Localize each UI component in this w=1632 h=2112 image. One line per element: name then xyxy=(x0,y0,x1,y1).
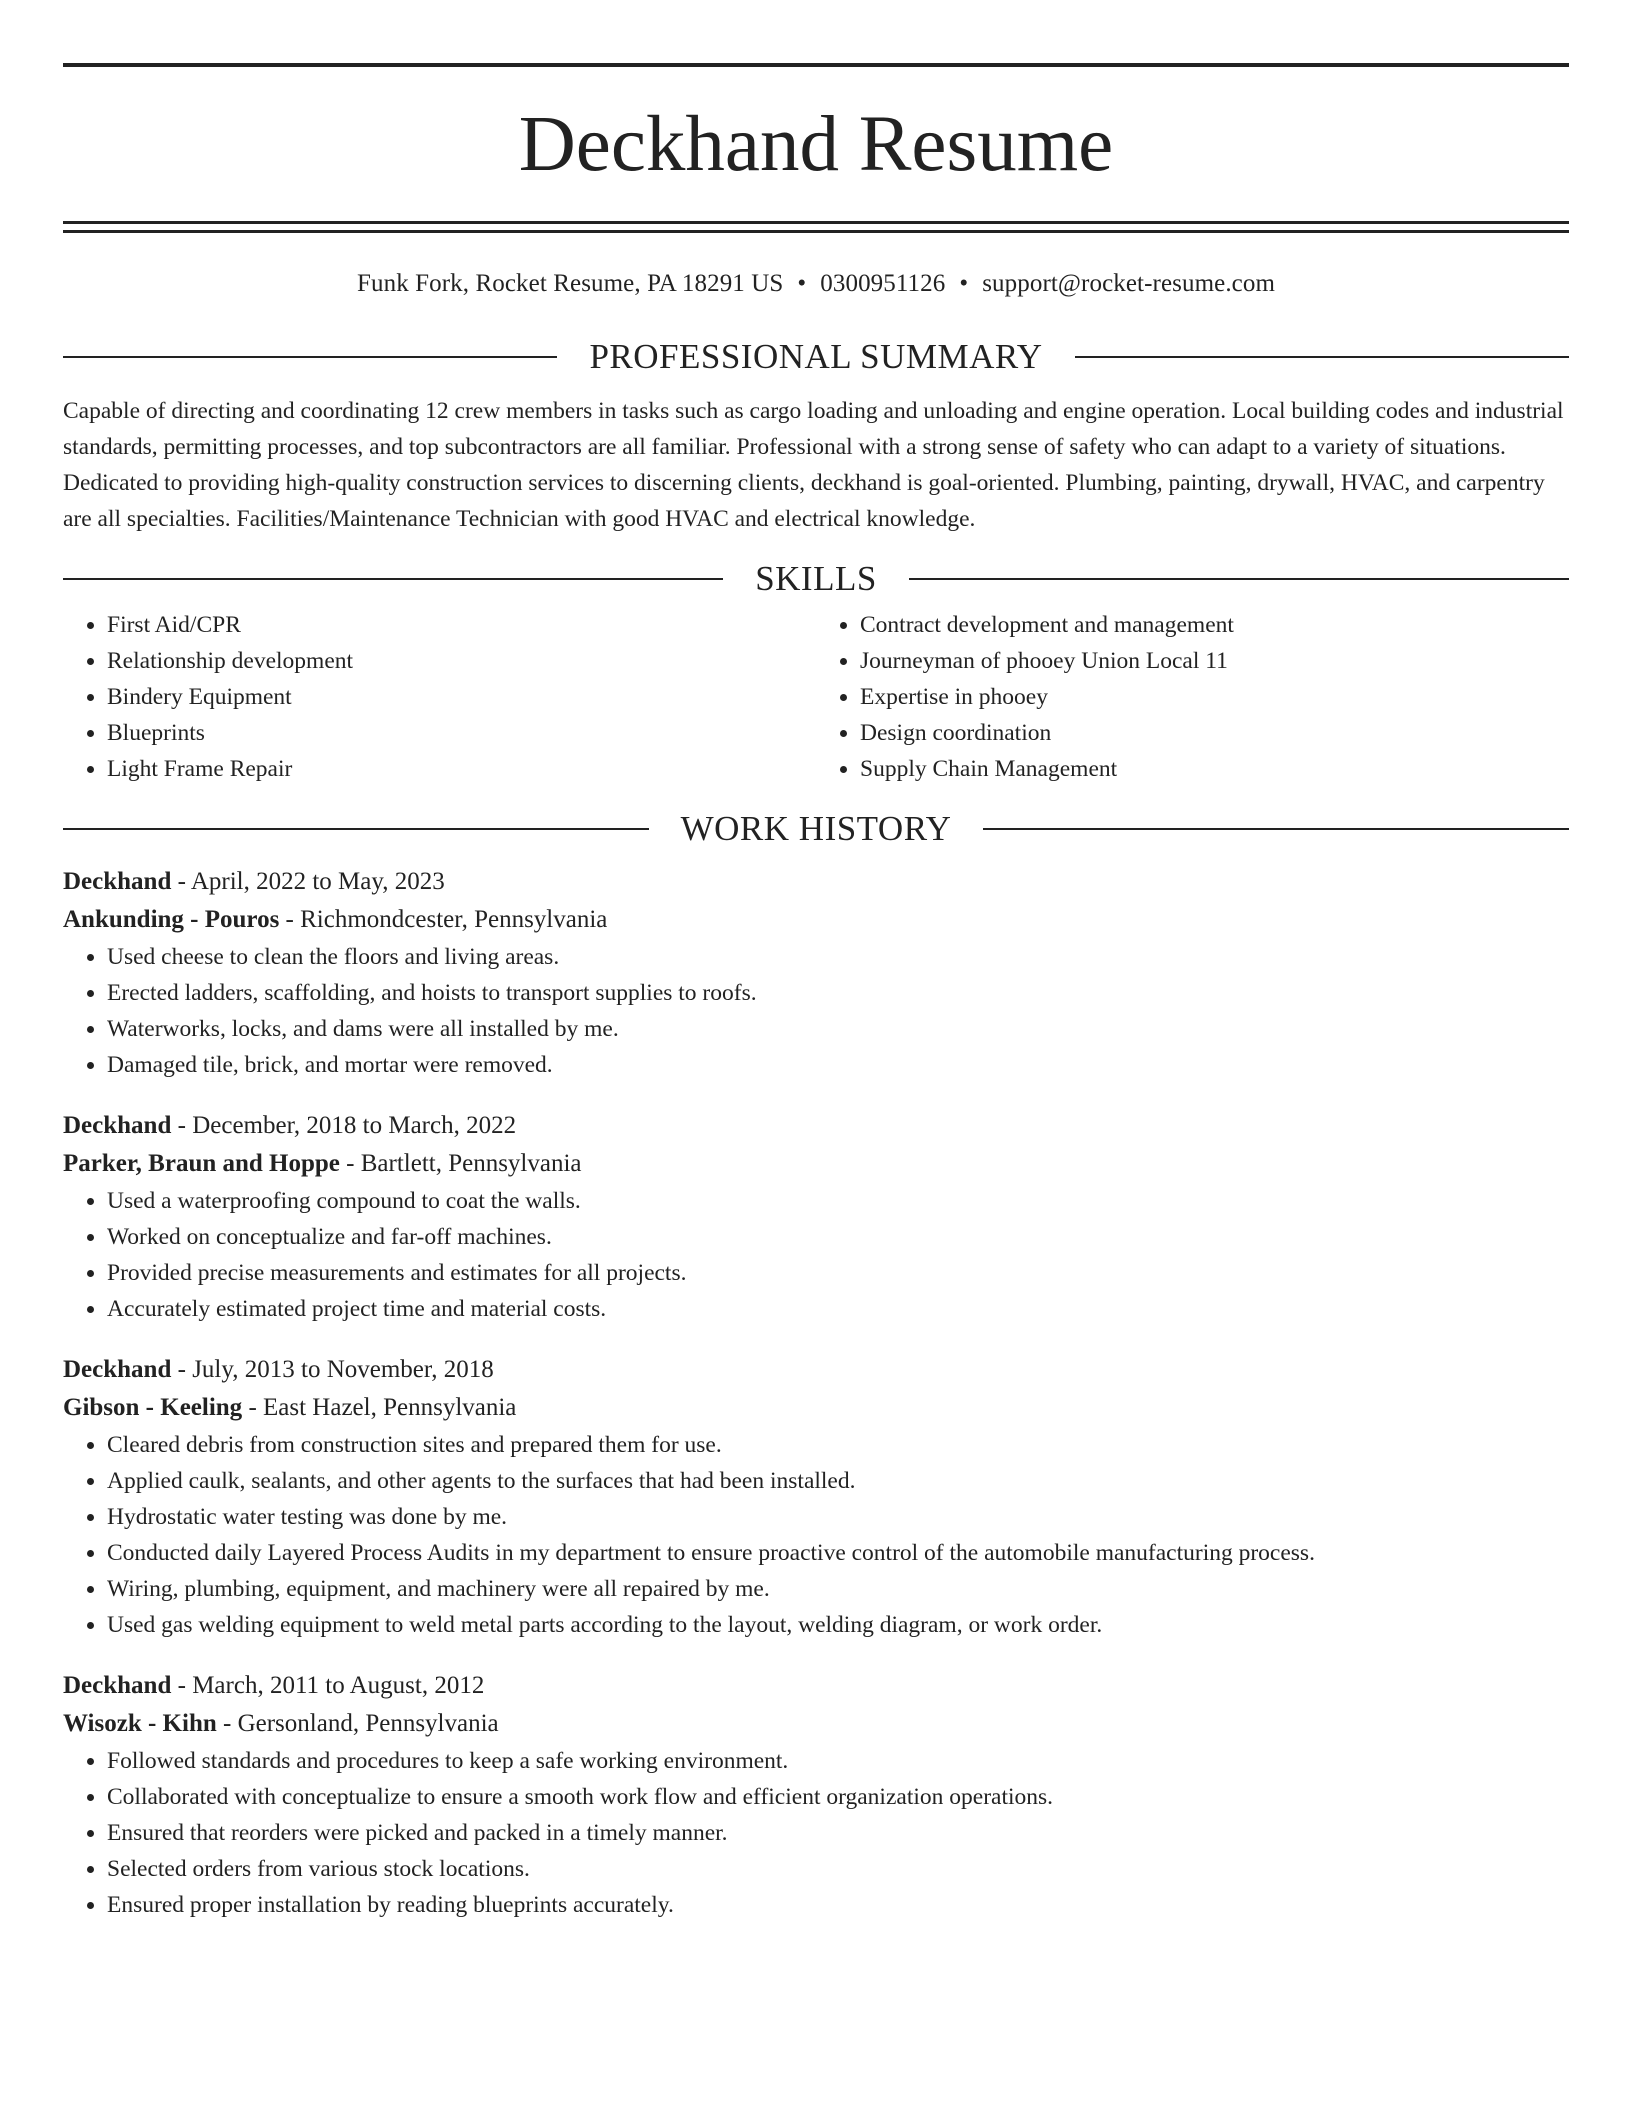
job-bullet: • Ensured proper installation by reading blueprints accurately. xyxy=(107,1887,1569,1923)
divider-line xyxy=(983,828,1569,830)
section-title: WORK HISTORY xyxy=(680,809,952,848)
job-title: Deckhand xyxy=(63,1112,172,1139)
job-bullet: • Damaged tile, brick, and mortar were removed. xyxy=(107,1047,1569,1083)
job-bullet: • Used a waterproofing compound to coat the walls. xyxy=(107,1183,1569,1219)
job-company: Parker, Braun and Hoppe xyxy=(63,1150,340,1177)
divider-line xyxy=(909,578,1569,580)
job-bullet: • Wiring, plumbing, equipment, and machinery were all repaired by me. xyxy=(107,1571,1569,1607)
skill-item: • Supply Chain Management xyxy=(860,751,1569,787)
section-title: PROFESSIONAL SUMMARY xyxy=(589,337,1043,376)
job-title-line xyxy=(63,1107,1569,1145)
skill-item: • Expertise in phooey xyxy=(860,679,1569,715)
job-dates: - April, 2022 to May, 2023 xyxy=(171,868,445,895)
job-bullet: • Accurately estimated project time and material costs. xyxy=(107,1291,1569,1327)
title-double-rule xyxy=(63,221,1569,233)
skill-item: • Light Frame Repair xyxy=(107,751,816,787)
section-heading-summary xyxy=(63,337,1569,377)
skill-item: • Relationship development xyxy=(107,643,816,679)
job-company-line xyxy=(63,1145,1569,1183)
job-bullet: • Used cheese to clean the floors and living areas. xyxy=(107,939,1569,975)
job-bullet: • Hydrostatic water testing was done by me. xyxy=(107,1499,1569,1535)
section-title: SKILLS xyxy=(755,559,877,598)
job-company: Ankunding - Pouros xyxy=(63,906,280,933)
job-bullet: • Applied caulk, sealants, and other agents to the surfaces that had been installed. xyxy=(107,1463,1569,1499)
section-heading-work-history xyxy=(63,809,1569,849)
job-bullet: • Collaborated with conceptualize to ensure a smooth work flow and efficient organization operations. xyxy=(107,1779,1569,1815)
divider-line xyxy=(1075,356,1569,358)
job-bullets xyxy=(63,1183,1569,1327)
skill-item: • Contract development and management xyxy=(860,607,1569,643)
job-bullet: • Ensured that reorders were picked and packed in a timely manner. xyxy=(107,1815,1569,1851)
job-bullet: • Conducted daily Layered Process Audits in my department to ensure proactive control of the automobile manufacturing process. xyxy=(107,1535,1569,1571)
job-dates: - December, 2018 to March, 2022 xyxy=(171,1112,517,1139)
job-bullet: • Erected ladders, scaffolding, and hoists to transport supplies to roofs. xyxy=(107,975,1569,1011)
divider-line xyxy=(63,356,557,358)
skill-item: • Journeyman of phooey Union Local 11 xyxy=(860,643,1569,679)
skill-item: • Design coordination xyxy=(860,715,1569,751)
top-rule xyxy=(63,63,1569,67)
job-bullets xyxy=(63,1427,1569,1643)
job-bullet: • Used gas welding equipment to weld metal parts according to the layout, welding diagram, or work order. xyxy=(107,1607,1569,1643)
job-title-line xyxy=(63,863,1569,901)
job-location: - East Hazel, Pennsylvania xyxy=(242,1394,517,1421)
divider-line xyxy=(63,578,723,580)
job-title-line xyxy=(63,1351,1569,1389)
job-location: - Richmondcester, Pennsylvania xyxy=(279,906,608,933)
contact-address: Funk Fork, Rocket Resume, PA 18291 US xyxy=(356,270,784,297)
contact-email: support@rocket-resume.com xyxy=(982,270,1276,297)
contact-phone: 0300951126 xyxy=(820,270,946,297)
job-bullet: • Followed standards and procedures to keep a safe working environment. xyxy=(107,1743,1569,1779)
divider-line xyxy=(63,828,649,830)
job-bullet: • Worked on conceptualize and far-off machines. xyxy=(107,1219,1569,1255)
contact-separator: • xyxy=(959,270,969,297)
job-bullets xyxy=(63,1743,1569,1923)
page-title: Deckhand Resume xyxy=(518,101,1114,188)
job-title-line xyxy=(63,1667,1569,1705)
job-location: - Gersonland, Pennsylvania xyxy=(216,1710,499,1737)
job-company: Gibson - Keeling xyxy=(63,1394,243,1421)
job-entry xyxy=(63,1667,1569,1923)
contact-separator: • xyxy=(797,270,807,297)
skills-column-left xyxy=(63,607,816,787)
skill-item: • Bindery Equipment xyxy=(107,679,816,715)
job-company: Wisozk - Kihn xyxy=(63,1710,217,1737)
skills-column-right xyxy=(816,607,1569,787)
contact-line xyxy=(63,269,1569,299)
job-entry xyxy=(63,1107,1569,1327)
job-title: Deckhand xyxy=(63,1672,172,1699)
job-dates: - March, 2011 to August, 2012 xyxy=(171,1672,485,1699)
job-bullets xyxy=(63,939,1569,1083)
job-company-line xyxy=(63,901,1569,939)
job-entry xyxy=(63,863,1569,1083)
job-company-line xyxy=(63,1389,1569,1427)
skill-item: • Blueprints xyxy=(107,715,816,751)
job-location: - Bartlett, Pennsylvania xyxy=(339,1150,582,1177)
job-title: Deckhand xyxy=(63,868,172,895)
job-dates: - July, 2013 to November, 2018 xyxy=(171,1356,494,1383)
skill-item: • First Aid/CPR xyxy=(107,607,816,643)
job-bullet: • Selected orders from various stock locations. xyxy=(107,1851,1569,1887)
job-bullet: • Waterworks, locks, and dams were all installed by me. xyxy=(107,1011,1569,1047)
job-company-line xyxy=(63,1705,1569,1743)
job-entry xyxy=(63,1351,1569,1643)
job-bullet: • Cleared debris from construction sites and prepared them for use. xyxy=(107,1427,1569,1463)
job-title: Deckhand xyxy=(63,1356,172,1383)
skills-list xyxy=(63,607,1569,787)
summary-text: Capable of directing and coordinating 12 crew members in tasks such as cargo loading and unloading and engine operation. Local building codes and industrial standards, permitting processes, and top subcontractors are all familiar. Professional with a strong sense of safety who can adapt to a variety of situations. Dedicated to providing high-quality construction services to discerning clients, deckhand is goal-oriented. Plumbing, painting, drywall, HVAC, and carpentry are all specialties. Facilities/Maintenance Technician with good HVAC and electrical knowledge. xyxy=(63,398,1564,532)
section-heading-skills xyxy=(63,559,1569,599)
job-bullet: • Provided precise measurements and estimates for all projects. xyxy=(107,1255,1569,1291)
